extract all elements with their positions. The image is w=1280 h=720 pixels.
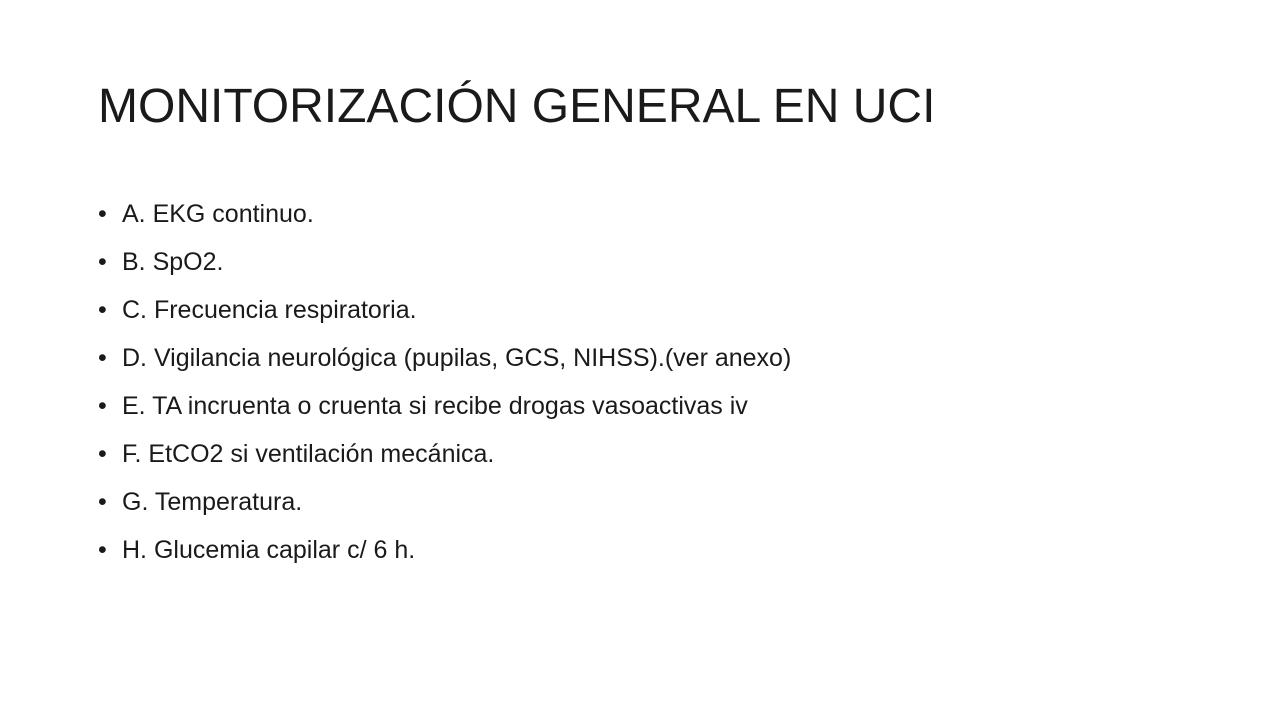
bullet-text: C. Frecuencia respiratoria. — [122, 296, 417, 324]
bullet-icon: • — [98, 440, 107, 468]
bullet-item-c — [98, 286, 791, 334]
bullet-icon: • — [98, 536, 107, 564]
bullet-icon: • — [98, 296, 107, 324]
bullet-item-b — [98, 238, 791, 286]
bullet-icon: • — [98, 200, 107, 228]
bullet-text: H. Glucemia capilar c/ 6 h. — [122, 536, 416, 564]
bullet-text: B. SpO2. — [122, 248, 224, 276]
bullet-item-e — [98, 382, 791, 430]
bullet-icon: • — [98, 344, 107, 372]
bullet-icon: • — [98, 248, 107, 276]
bullet-text: G. Temperatura. — [122, 488, 303, 516]
bullet-item-h — [98, 526, 791, 574]
bullet-text: F. EtCO2 si ventilación mecánica. — [122, 440, 495, 468]
bullet-list — [98, 190, 791, 574]
bullet-text: A. EKG continuo. — [122, 200, 314, 228]
bullet-item-a — [98, 190, 791, 238]
bullet-item-f — [98, 430, 791, 478]
bullet-icon: • — [98, 392, 107, 420]
bullet-icon: • — [98, 488, 107, 516]
bullet-text: E. TA incruenta o cruenta si recibe drogas vasoactivas iv — [122, 392, 748, 420]
slide-title: MONITORIZACIÓN GENERAL EN UCI — [98, 80, 936, 133]
bullet-item-g — [98, 478, 791, 526]
bullet-item-d — [98, 334, 791, 382]
bullet-text: D. Vigilancia neurológica (pupilas, GCS, NIHSS).(ver anexo) — [122, 344, 792, 372]
